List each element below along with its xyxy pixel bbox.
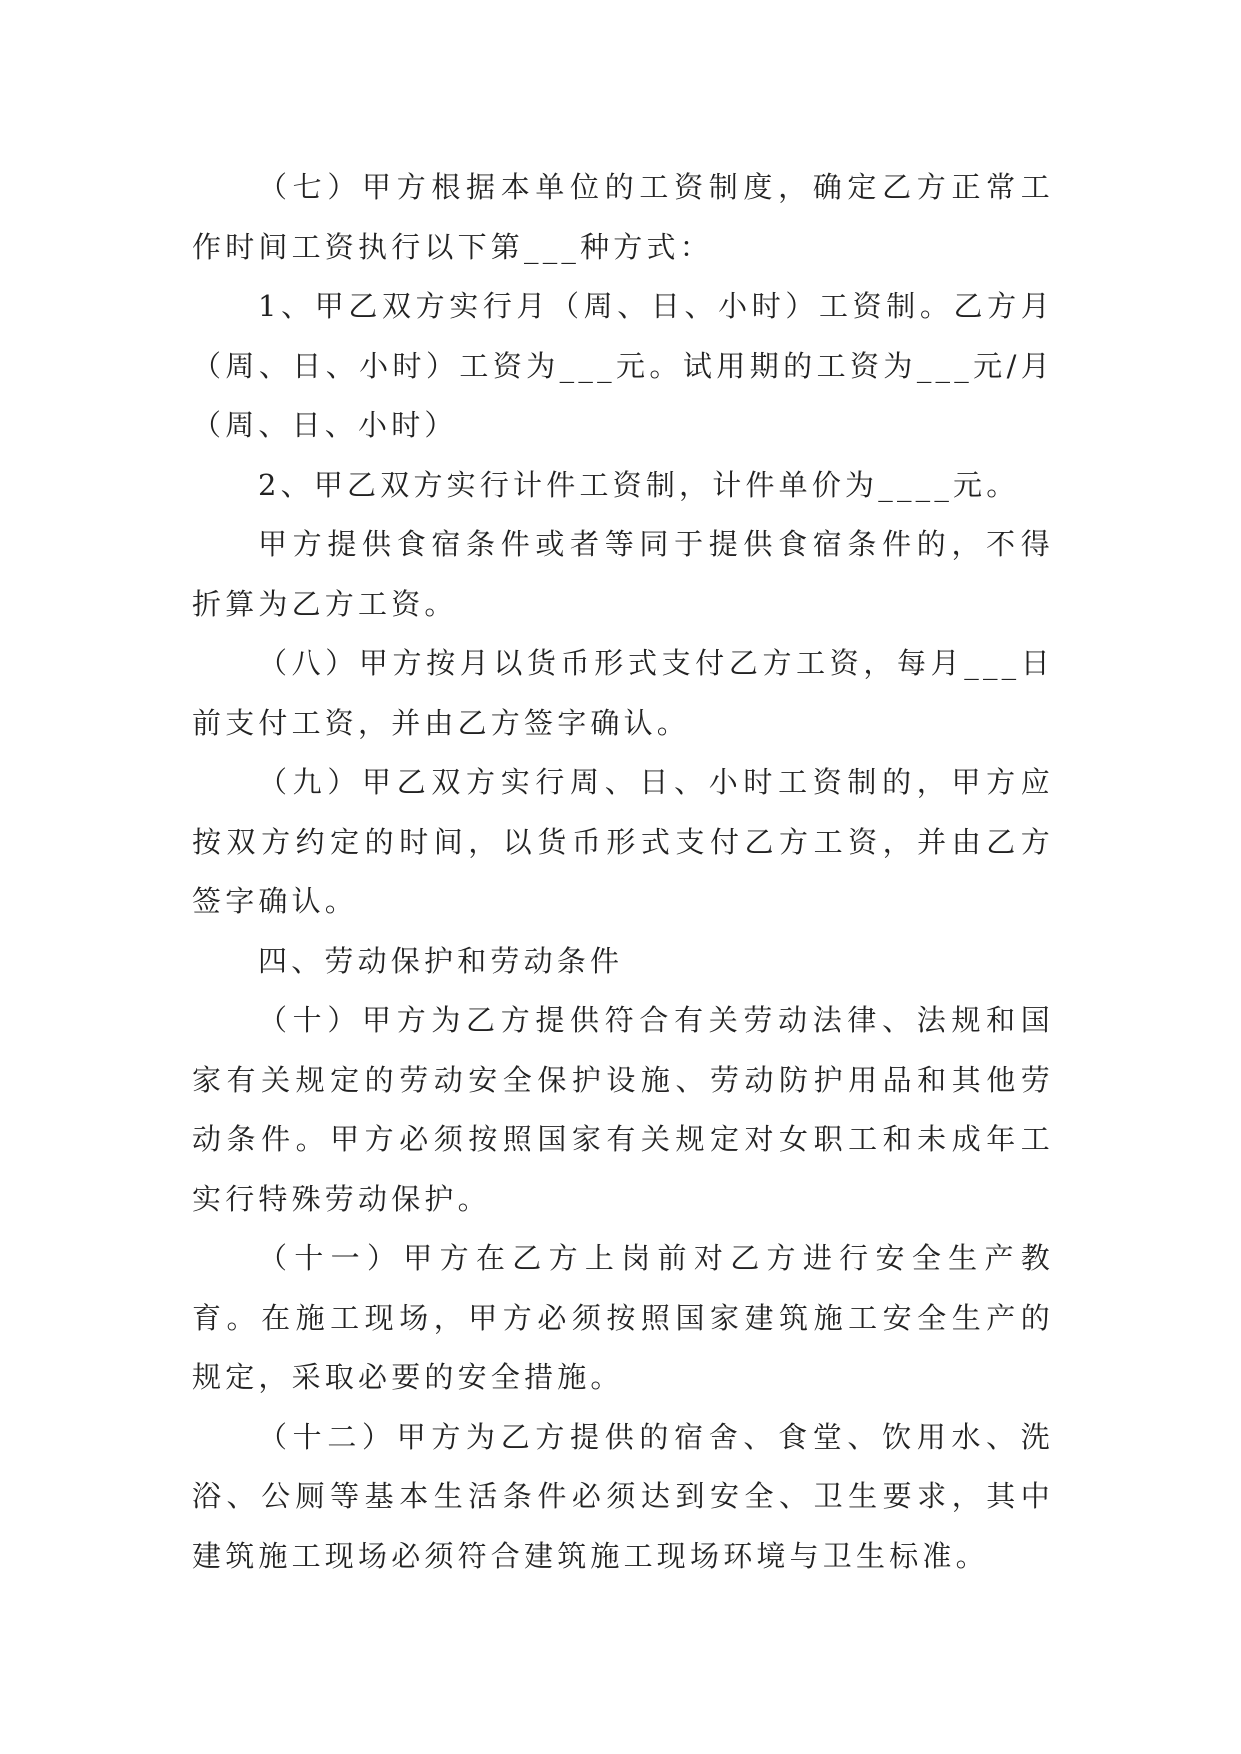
paragraph-board-lodging: 甲方提供食宿条件或者等同于提供食宿条件的，不得折算为乙方工资。 (192, 527, 1054, 621)
document-body (192, 158, 1054, 1586)
paragraph-piece-wage: 2、甲乙双方实行计件工资制，计件单价为____元。 (258, 467, 1020, 502)
paragraph-payment-hourly: （九）甲乙双方实行周、日、小时工资制的，甲方应按双方约定的时间，以货币形式支付乙方工资，并由乙方签字确认。 (192, 765, 1054, 918)
paragraph-safety-facilities: （十）甲方为乙方提供符合有关劳动法律、法规和国家有关规定的劳动安全保护设施、劳动防护用品和其他劳动条件。甲方必须按照国家有关规定对女职工和未成年工实行特殊劳动保护。 (192, 1003, 1054, 1216)
paragraph-wage-method: （七）甲方根据本单位的工资制度，确定乙方正常工作时间工资执行以下第___种方式： (192, 170, 1054, 264)
paragraph-living-conditions: （十二）甲方为乙方提供的宿舍、食堂、饮用水、洗浴、公厕等基本生活条件必须达到安全、卫生要求，其中建筑施工现场必须符合建筑施工现场环境与卫生标准。 (192, 1419, 1054, 1573)
paragraph-payment-monthly: （八）甲方按月以货币形式支付乙方工资，每月___日前支付工资，并由乙方签字确认。 (192, 646, 1054, 740)
section-heading-labor-protection: 四、劳动保护和劳动条件 (258, 943, 624, 978)
paragraph-monthly-wage: 1、甲乙双方实行月（周、日、小时）工资制。乙方月（周、日、小时）工资为___元。试用期的工资为___元/月（周、日、小时） (192, 289, 1054, 442)
paragraph-safety-education: （十一）甲方在乙方上岗前对乙方进行安全生产教育。在施工现场，甲方必须按照国家建筑施工安全生产的规定，采取必要的安全措施。 (192, 1241, 1054, 1394)
